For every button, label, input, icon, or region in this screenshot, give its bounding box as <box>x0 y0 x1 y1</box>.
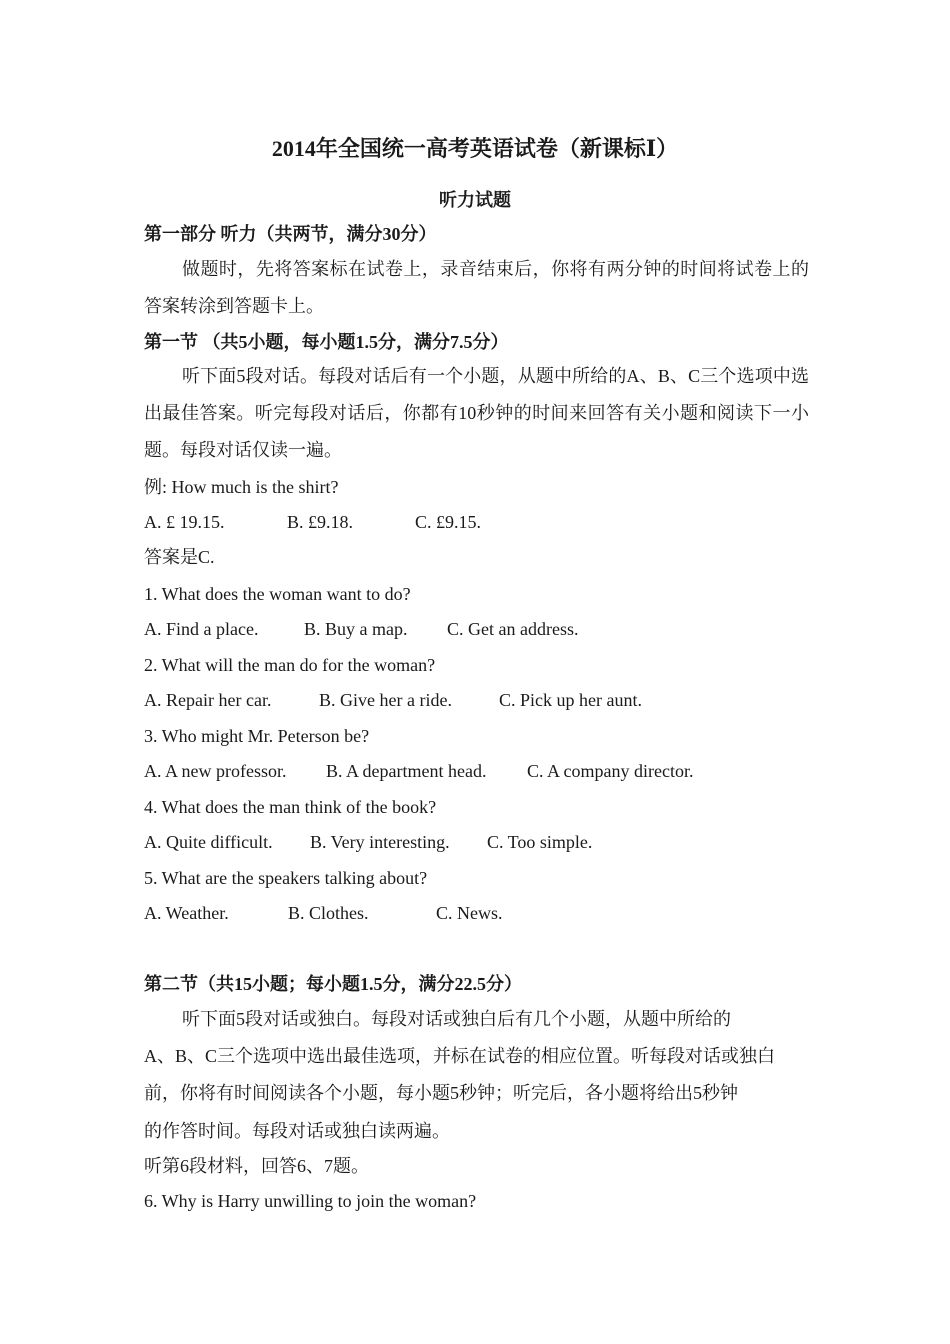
question-5: 5. What are the speakers talking about? <box>144 868 428 888</box>
section1-heading: 第一节 （共5小题，每小题1.5分，满分7.5分） <box>144 332 509 352</box>
section2-instruction-line-3: 前，你将有时间阅读各个小题，每小题5秒钟；听完后，各小题将给出5秒钟 <box>144 1083 738 1103</box>
q5-option-b: B. Clothes. <box>288 903 369 923</box>
question-2-options <box>144 686 642 714</box>
example-option-c: C. £9.15. <box>415 512 482 532</box>
section2-instruction-line-2: A、B、C三个选项中选出最佳选项，并标在试卷的相应位置。听每段对话或独白 <box>144 1046 776 1066</box>
q3-option-b: B. A department head. <box>326 761 487 781</box>
question-3-options <box>144 757 693 785</box>
example-options <box>144 508 481 536</box>
section2-instruction-line-4: 的作答时间。每段对话或独白读两遍。 <box>144 1121 450 1141</box>
q1-option-b: B. Buy a map. <box>304 619 408 639</box>
q2-option-a: A. Repair her car. <box>144 690 272 710</box>
page-title: 2014年全国统一高考英语试卷（新课标Ⅰ） <box>271 136 679 161</box>
question-2: 2. What will the man do for the woman? <box>144 655 436 675</box>
question-4-options <box>144 828 592 856</box>
example-answer: 答案是C. <box>144 547 215 567</box>
part1-heading: 第一部分 听力（共两节，满分30分） <box>144 224 437 244</box>
q2-option-b: B. Give her a ride. <box>319 690 452 710</box>
example-option-a: A. £ 19.15. <box>144 512 225 532</box>
question-6: 6. Why is Harry unwilling to join the woman? <box>144 1191 477 1211</box>
section2-heading: 第二节（共15小题；每小题1.5分，满分22.5分） <box>144 974 522 994</box>
q1-option-a: A. Find a place. <box>144 619 259 639</box>
example-question: 例: How much is the shirt? <box>144 477 339 497</box>
q4-option-a: A. Quite difficult. <box>144 832 273 852</box>
q4-option-b: B. Very interesting. <box>310 832 450 852</box>
q2-option-c: C. Pick up her aunt. <box>499 690 642 710</box>
example-option-b: B. £9.18. <box>287 512 354 532</box>
section1-instruction: 听下面5段对话。每段对话后有一个小题，从题中所给的A、B、C三个选项中选出最佳答案。听完每段对话后，你都有10秒钟的时间来回答有关小题和阅读下一小题。每段对话仅读一遍。 <box>144 366 809 460</box>
question-3: 3. Who might Mr. Peterson be? <box>144 726 370 746</box>
q1-option-c: C. Get an address. <box>447 619 579 639</box>
q3-option-c: C. A company director. <box>527 761 694 781</box>
q4-option-c: C. Too simple. <box>487 832 593 852</box>
question-5-options <box>144 899 503 927</box>
material-note: 听第6段材料，回答6、7题。 <box>144 1156 369 1176</box>
section2-instruction-line-1: 听下面5段对话或独白。每段对话或独白后有几个小题，从题中所给的 <box>182 1009 731 1029</box>
page-subtitle: 听力试题 <box>439 190 511 210</box>
q5-option-c: C. News. <box>436 903 503 923</box>
question-1-options <box>144 615 578 643</box>
q3-option-a: A. A new professor. <box>144 761 287 781</box>
question-1: 1. What does the woman want to do? <box>144 584 411 604</box>
question-4: 4. What does the man think of the book? <box>144 797 437 817</box>
part1-instruction: 做题时，先将答案标在试卷上，录音结束后，你将有两分钟的时间将试卷上的答案转涂到答题卡上。 <box>144 259 809 316</box>
q5-option-a: A. Weather. <box>144 903 229 923</box>
